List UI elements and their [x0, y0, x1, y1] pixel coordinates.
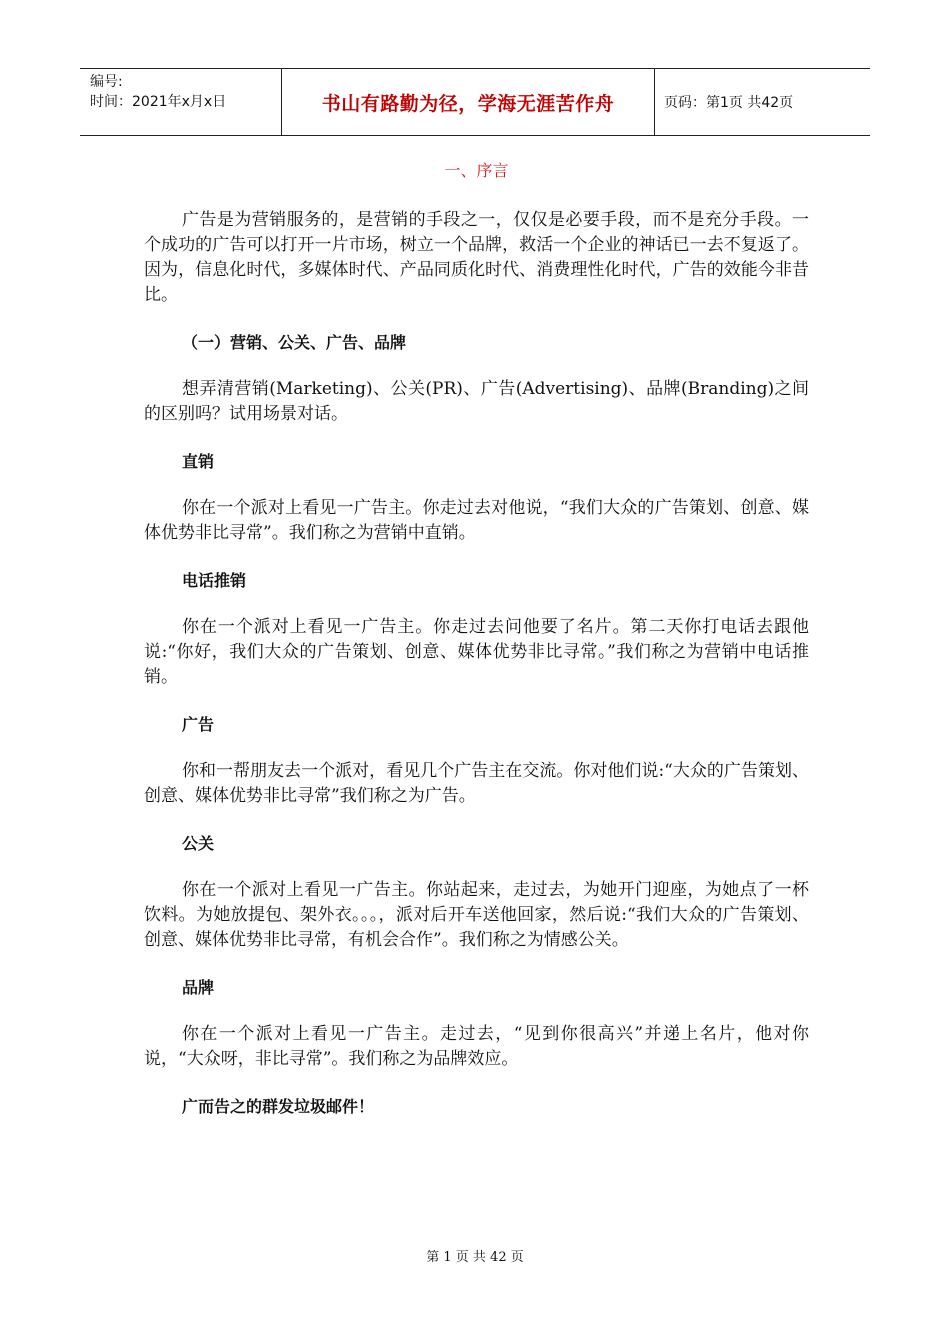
subheading: 广而告之的群发垃圾邮件！	[182, 1097, 375, 1116]
paragraph: 你在一个派对上看见一广告主。走过去，“见到你很高兴”并递上名片，他对你说，“大众呀，非比寻常”。我们称之为品牌效应。	[144, 1024, 809, 1069]
paragraph: 你在一个派对上看见一广告主。你走过去问他要了名片。第二天你打电话去跟他说:“你好，我们大众的广告策划、创意、媒体优势非比寻常。”我们称之为营销中电话推销。	[144, 617, 809, 687]
subheading: （一）营销、公关、广告、品牌	[182, 333, 407, 352]
subheading: 广告	[182, 715, 215, 734]
header-motto: 书山有路勤为径，学海无涯苦作舟	[282, 69, 655, 135]
document-number-label: 编号:	[90, 74, 123, 90]
subheading: 电话推销	[182, 571, 247, 590]
header-meta	[80, 69, 282, 135]
header-page-info: 页码：第1页 共42页	[664, 95, 794, 111]
page-header	[80, 68, 870, 136]
paragraph: 广告是为营销服务的，是营销的手段之一，仅仅是必要手段，而不是充分手段。一个成功的广告可以打开一片市场，树立一个品牌，救活一个企业的神话已一去不复返了。因为，信息化时代，多媒体时代、产品同质化时代、消费理性化时代，广告的效能今非昔比。	[144, 210, 809, 305]
paragraph: 你在一个派对上看见一广告主。你站起来，走过去，为她开门迎座，为她点了一杯饮料。为她放提包、架外衣。。。，派对后开车送他回家，然后说:“我们大众的广告策划、创意、媒体优势非比寻常，有机会合作”。我们称之为情感公关。	[144, 880, 809, 950]
section-title: 一、序言	[444, 161, 509, 180]
document-body	[144, 158, 809, 1141]
paragraph: 你在一个派对上看见一广告主。你走过去对他说，“我们大众的广告策划、创意、媒体优势非比寻常”。我们称之为营销中直销。	[144, 498, 809, 543]
paragraph: 你和一帮朋友去一个派对，看见几个广告主在交流。你对他们说:“大众的广告策划、创意、媒体优势非比寻常”我们称之为广告。	[144, 761, 809, 806]
subheading: 直销	[182, 452, 215, 471]
document-date: 时间：2021年x月x日	[90, 94, 227, 110]
page-footer: 第 1 页 共 42 页	[426, 1250, 524, 1265]
subheading: 品牌	[182, 978, 215, 997]
paragraph: 想弄清营销(Marketing)、公关(PR)、广告(Advertising)、品牌(Branding)之间的区别吗？试用场景对话。	[144, 379, 809, 424]
subheading: 公关	[182, 834, 215, 853]
